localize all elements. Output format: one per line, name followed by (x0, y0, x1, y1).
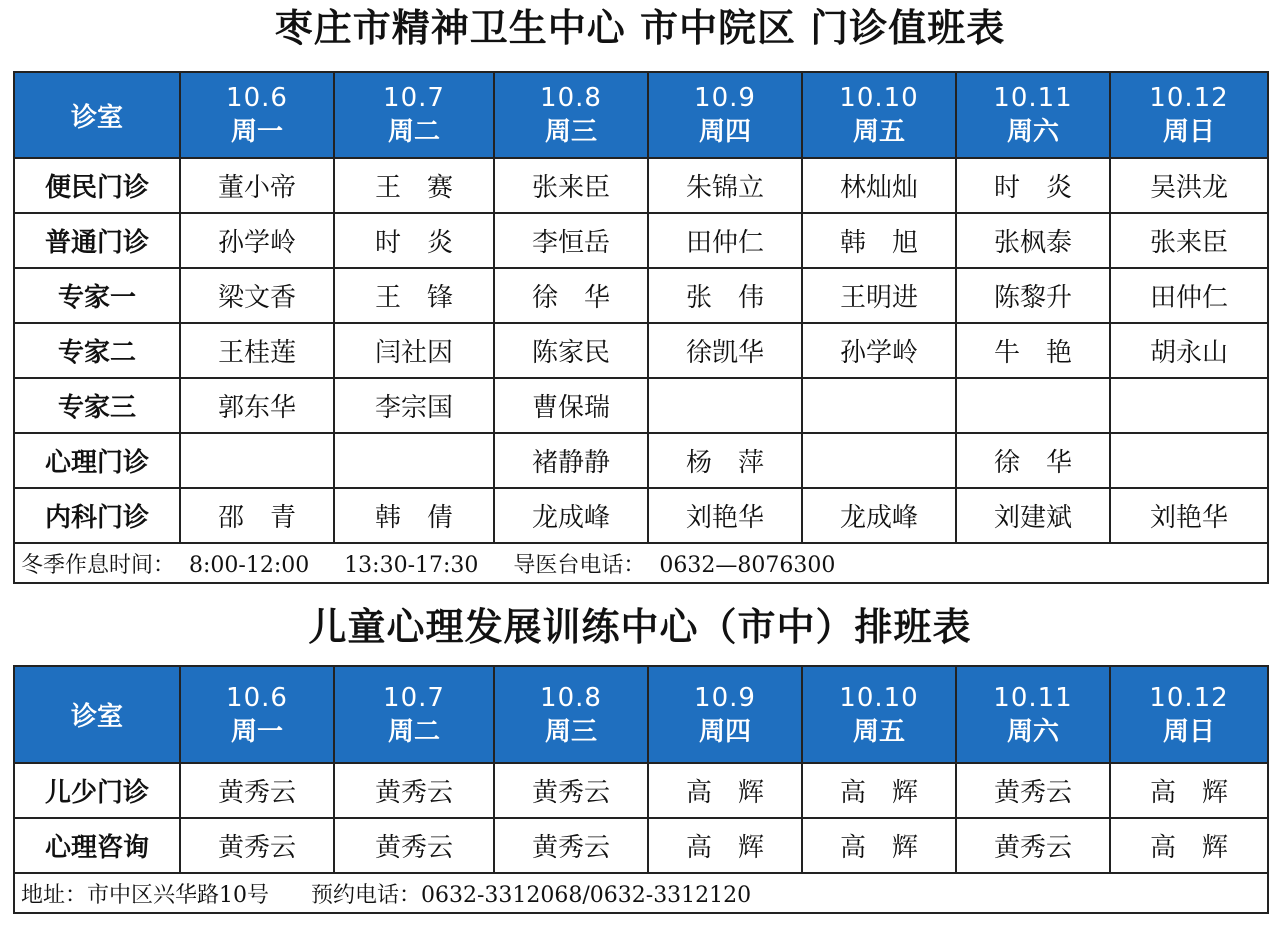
table-row (14, 763, 1268, 818)
day-weekday: 周六 (1006, 716, 1059, 747)
doctor-cell: 黄秀云 (494, 763, 648, 818)
room-name: 心理门诊 (14, 433, 180, 488)
day-header (334, 72, 494, 158)
room-name: 内科门诊 (14, 488, 180, 543)
table-row (14, 323, 1268, 378)
table-row (14, 268, 1268, 323)
day-date: 10.8 (540, 83, 602, 113)
doctor-cell: 黄秀云 (334, 763, 494, 818)
doctor-cell: 王明进 (802, 268, 956, 323)
day-header (494, 666, 648, 763)
day-date: 10.6 (226, 682, 288, 713)
day-date: 10.10 (839, 83, 919, 113)
room-name: 便民门诊 (14, 158, 180, 213)
doctor-cell: 褚静静 (494, 433, 648, 488)
day-header (494, 72, 648, 158)
day-weekday: 周三 (544, 716, 597, 747)
doctor-cell (802, 433, 956, 488)
table-row (14, 213, 1268, 268)
doctor-cell: 孙学岭 (802, 323, 956, 378)
doctor-cell: 牛 艳 (956, 323, 1110, 378)
doctor-cell: 时 炎 (956, 158, 1110, 213)
day-date: 10.12 (1149, 682, 1229, 713)
day-date: 10.6 (226, 83, 288, 113)
doctor-cell: 田仲仁 (1110, 268, 1268, 323)
doctor-cell (180, 433, 334, 488)
doctor-cell (1110, 378, 1268, 433)
room-name: 专家一 (14, 268, 180, 323)
doctor-cell: 董小帝 (180, 158, 334, 213)
day-date: 10.8 (540, 682, 602, 713)
doctor-cell: 高 辉 (648, 763, 802, 818)
day-header (180, 72, 334, 158)
day-header (802, 72, 956, 158)
day-date: 10.10 (839, 682, 919, 713)
doctor-cell (802, 378, 956, 433)
doctor-cell: 杨 萍 (648, 433, 802, 488)
doctor-cell: 林灿灿 (802, 158, 956, 213)
doctor-cell: 郭东华 (180, 378, 334, 433)
outpatient-schedule-title: 枣庄市精神卫生中心 市中院区 门诊值班表 (274, 5, 1006, 50)
day-weekday: 周二 (387, 117, 440, 147)
day-header (648, 72, 802, 158)
doctor-cell: 孙学岭 (180, 213, 334, 268)
day-weekday: 周日 (1162, 716, 1215, 747)
day-date: 10.11 (993, 83, 1073, 113)
doctor-cell: 田仲仁 (648, 213, 802, 268)
doctor-cell: 王桂莲 (180, 323, 334, 378)
day-weekday: 周日 (1162, 117, 1215, 147)
doctor-cell: 陈黎升 (956, 268, 1110, 323)
room-name: 普通门诊 (14, 213, 180, 268)
doctor-cell: 李宗国 (334, 378, 494, 433)
day-header (180, 666, 334, 763)
day-weekday: 周五 (852, 716, 905, 747)
room-name: 专家二 (14, 323, 180, 378)
doctor-cell: 高 辉 (802, 763, 956, 818)
day-header (1110, 666, 1268, 763)
doctor-cell: 王 锋 (334, 268, 494, 323)
table-row (14, 378, 1268, 433)
children-schedule-title: 儿童心理发展训练中心（市中）排班表 (308, 604, 972, 649)
day-header (1110, 72, 1268, 158)
doctor-cell: 黄秀云 (180, 763, 334, 818)
doctor-cell: 高 辉 (802, 818, 956, 873)
table-row (14, 158, 1268, 213)
doctor-cell: 刘艳华 (648, 488, 802, 543)
doctor-cell: 闫社因 (334, 323, 494, 378)
day-weekday: 周一 (230, 117, 283, 147)
doctor-cell: 黄秀云 (494, 818, 648, 873)
doctor-cell: 刘建斌 (956, 488, 1110, 543)
day-weekday: 周三 (544, 117, 597, 147)
doctor-cell: 胡永山 (1110, 323, 1268, 378)
doctor-cell: 李恒岳 (494, 213, 648, 268)
doctor-cell: 邵 青 (180, 488, 334, 543)
doctor-cell: 刘艳华 (1110, 488, 1268, 543)
day-date: 10.7 (383, 83, 445, 113)
header-row (14, 72, 1268, 158)
doctor-cell: 高 辉 (1110, 818, 1268, 873)
day-weekday: 周四 (698, 716, 751, 747)
doctor-cell: 黄秀云 (956, 818, 1110, 873)
doctor-cell: 高 辉 (648, 818, 802, 873)
day-header (956, 666, 1110, 763)
doctor-cell: 时 炎 (334, 213, 494, 268)
day-header (802, 666, 956, 763)
header-row (14, 666, 1268, 763)
doctor-cell (334, 433, 494, 488)
doctor-cell: 黄秀云 (334, 818, 494, 873)
doctor-cell: 曹保瑞 (494, 378, 648, 433)
day-weekday: 周四 (698, 117, 751, 147)
doctor-cell: 陈家民 (494, 323, 648, 378)
hours-and-phone-note: 冬季作息时间： 8:00-12:00 13:30-17:30 导医台电话： 0632—8076300 (14, 543, 1268, 583)
day-weekday: 周五 (852, 117, 905, 147)
doctor-cell (956, 378, 1110, 433)
doctor-cell (648, 378, 802, 433)
day-header (334, 666, 494, 763)
doctor-cell: 韩 旭 (802, 213, 956, 268)
table-row (14, 433, 1268, 488)
day-date: 10.9 (694, 83, 756, 113)
doctor-cell: 王 赛 (334, 158, 494, 213)
doctor-cell: 徐 华 (494, 268, 648, 323)
footer-row (14, 873, 1268, 913)
children-schedule-table (13, 665, 1269, 914)
doctor-cell (1110, 433, 1268, 488)
table-row (14, 818, 1268, 873)
doctor-cell: 韩 倩 (334, 488, 494, 543)
footer-row (14, 543, 1268, 583)
room-name: 专家三 (14, 378, 180, 433)
doctor-cell: 徐凯华 (648, 323, 802, 378)
doctor-cell: 张来臣 (494, 158, 648, 213)
day-header (648, 666, 802, 763)
doctor-cell: 张枫泰 (956, 213, 1110, 268)
doctor-cell: 朱锦立 (648, 158, 802, 213)
doctor-cell: 张 伟 (648, 268, 802, 323)
table-row (14, 488, 1268, 543)
room-column-header: 诊室 (14, 666, 180, 763)
day-weekday: 周一 (230, 716, 283, 747)
day-date: 10.11 (993, 682, 1073, 713)
day-weekday: 周六 (1006, 117, 1059, 147)
day-header (956, 72, 1110, 158)
doctor-cell: 徐 华 (956, 433, 1110, 488)
address-and-booking-note: 地址：市中区兴华路10号 预约电话：0632-3312068/0632-3312120 (14, 873, 1268, 913)
room-name: 心理咨询 (14, 818, 180, 873)
outpatient-schedule-table (13, 71, 1269, 584)
doctor-cell: 高 辉 (1110, 763, 1268, 818)
doctor-cell: 龙成峰 (802, 488, 956, 543)
room-name: 儿少门诊 (14, 763, 180, 818)
day-date: 10.7 (383, 682, 445, 713)
room-column-header: 诊室 (14, 72, 180, 158)
doctor-cell: 龙成峰 (494, 488, 648, 543)
doctor-cell: 黄秀云 (956, 763, 1110, 818)
doctor-cell: 吴洪龙 (1110, 158, 1268, 213)
day-date: 10.12 (1149, 83, 1229, 113)
day-date: 10.9 (694, 682, 756, 713)
doctor-cell: 张来臣 (1110, 213, 1268, 268)
doctor-cell: 梁文香 (180, 268, 334, 323)
day-weekday: 周二 (387, 716, 440, 747)
doctor-cell: 黄秀云 (180, 818, 334, 873)
